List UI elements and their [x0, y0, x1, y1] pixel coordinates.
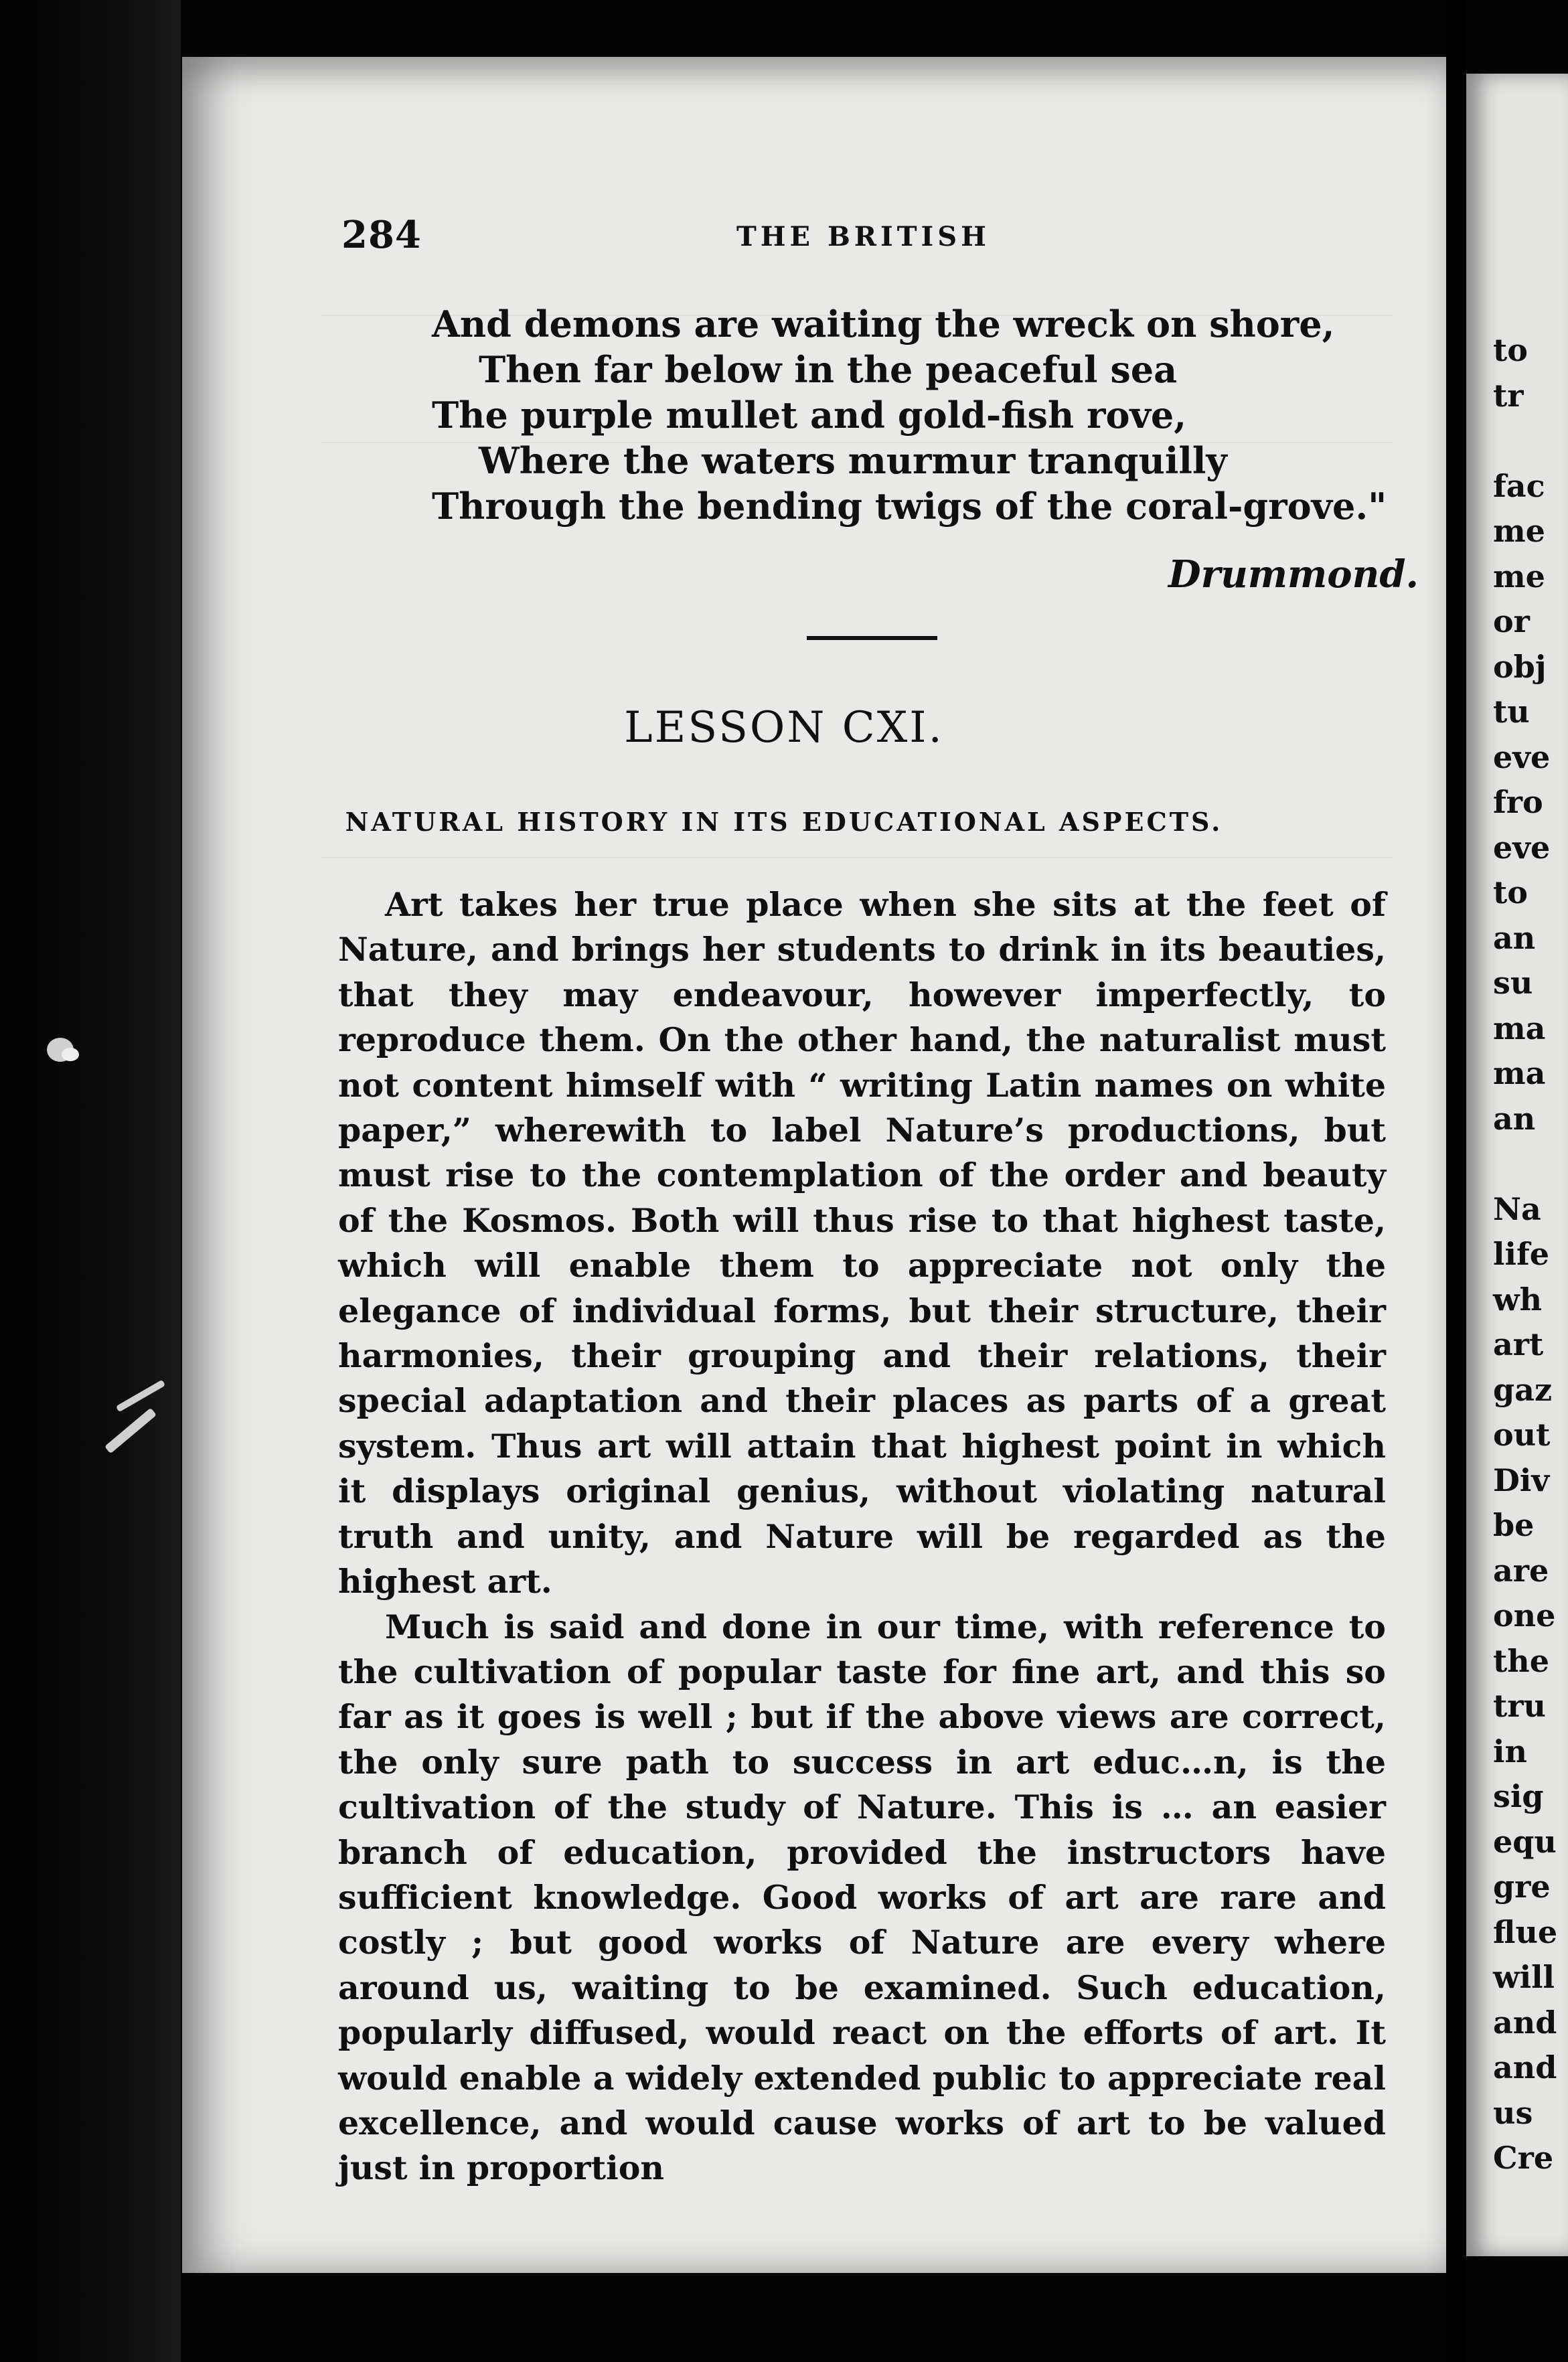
facing-page-fragment: Div [1493, 1462, 1550, 1498]
verse-line: Where the waters murmur tranquilly [479, 439, 1227, 482]
facing-page-fragment: and [1493, 2049, 1557, 2085]
lesson-title: LESSON CXI. [624, 703, 944, 753]
facing-page-fragment: us [1493, 2094, 1533, 2131]
facing-page-fragment: equ [1493, 1823, 1557, 1860]
paper-tear [104, 1408, 157, 1454]
lesson-heading: NATURAL HISTORY IN ITS EDUCATIONAL ASPECTS. [345, 807, 1223, 837]
facing-page-fragment: eve [1493, 738, 1551, 775]
verse-line: Then far below in the peaceful sea [479, 348, 1178, 391]
facing-page-fragment: to [1493, 332, 1528, 368]
verse-line: And demons are waiting the wreck on shore, [432, 303, 1335, 345]
facing-page-fragment: one [1493, 1597, 1556, 1634]
facing-page-fragment: and [1493, 2004, 1557, 2041]
facing-page-fragment: or [1493, 603, 1530, 639]
bleed-through-line [321, 857, 1393, 858]
facing-page-fragment: tr [1493, 377, 1524, 414]
facing-page-fragment: in [1493, 1733, 1527, 1769]
facing-page-fragment: tru [1493, 1688, 1546, 1724]
facing-page-fragment: to [1493, 874, 1528, 911]
facing-page-fragment: be [1493, 1507, 1535, 1543]
verse-line: The purple mullet and gold-fish rove, [432, 394, 1187, 437]
facing-page-fragment: su [1493, 965, 1533, 1001]
running-head: THE BRITISH [736, 221, 990, 252]
facing-page-fragment: ma [1493, 1055, 1546, 1091]
binding-margin [0, 0, 181, 2362]
facing-page-fragment: flue [1493, 1913, 1558, 1950]
facing-page-fragment: fac [1493, 467, 1545, 504]
page-number: 284 [341, 213, 422, 257]
facing-page-fragment: ma [1493, 1010, 1546, 1046]
facing-page-fragment: gaz [1493, 1371, 1553, 1408]
facing-page-fragment: wh [1493, 1281, 1543, 1318]
facing-page-fragment: art [1493, 1326, 1544, 1362]
section-rule [807, 636, 937, 640]
facing-page-fragment: will [1493, 1959, 1555, 1995]
paragraph: Art takes her true place when she sits at the feet of Nature, and brings her students to drink in its beauties, that they may endeavour, however imperfectly, to reproduce them. On the other hand, the naturalist must not content himself with “ writing Latin names on white paper,” wherewith to label Nature’s productions, but must rise to the contemplation of the order and beauty of the Kosmos. Both will thus rise to that highest taste, which will enable them to appreciate not only the elegance of individual forms, but their structure, their harmonies, their grouping and their relations, their special adaptation and their places as parts of a great system. Thus art will attain that highest point in which it displays original genius, without violating natural truth and unity, and Nature will be regarded as the highest art. [338, 885, 1386, 1601]
attribution: Drummond. [1168, 552, 1419, 597]
facing-page-fragment: tu [1493, 694, 1530, 730]
paper-tear [116, 1380, 165, 1413]
facing-page-fragment: an [1493, 919, 1536, 956]
facing-page-fragment: obj [1493, 648, 1547, 685]
paper-fleck [62, 1048, 79, 1061]
facing-page-fragment: eve [1493, 829, 1551, 866]
facing-page-fragment: an [1493, 1100, 1536, 1137]
facing-page-fragment: life [1493, 1236, 1550, 1272]
facing-page-fragment [1493, 418, 1557, 464]
facing-page-fragment: are [1493, 1552, 1549, 1589]
verse-line: Through the bending twigs of the coral-grove." [432, 485, 1387, 528]
facing-page-fragment [1493, 1141, 1557, 1187]
facing-page-fragment: gre [1493, 1869, 1551, 1905]
facing-page-text [1493, 328, 1557, 2181]
facing-page-fragment: sig [1493, 1778, 1544, 1814]
facing-page-fragment: out [1493, 1417, 1551, 1453]
facing-page-fragment: Cre [1493, 2140, 1554, 2176]
facing-page-fragment: fro [1493, 784, 1543, 820]
page-gutter [1446, 0, 1466, 2362]
facing-page-fragment: the [1493, 1642, 1549, 1679]
paragraph: Much is said and done in our time, with reference to the cultivation of popular taste for fine art, and this so far as it goes is well ; but if the above views are correct, the only sure path to success in art educ…n, is the cultivation of the study of Nature. This is … an easier branch of education, provided the instructors have sufficient knowledge. Good works of art are rare and costly ; but good works of Nature are every where around us, waiting to be examined. Such education, popularly diffused, would react on the efforts of art. It would enable a widely extended public to appreciate real excellence, and would cause works of art to be valued just in proportion [338, 1607, 1386, 2188]
lesson-body [338, 882, 1386, 2191]
facing-page-fragment: me [1493, 513, 1545, 549]
facing-page-fragment: Na [1493, 1190, 1541, 1227]
facing-page-fragment: me [1493, 558, 1545, 595]
